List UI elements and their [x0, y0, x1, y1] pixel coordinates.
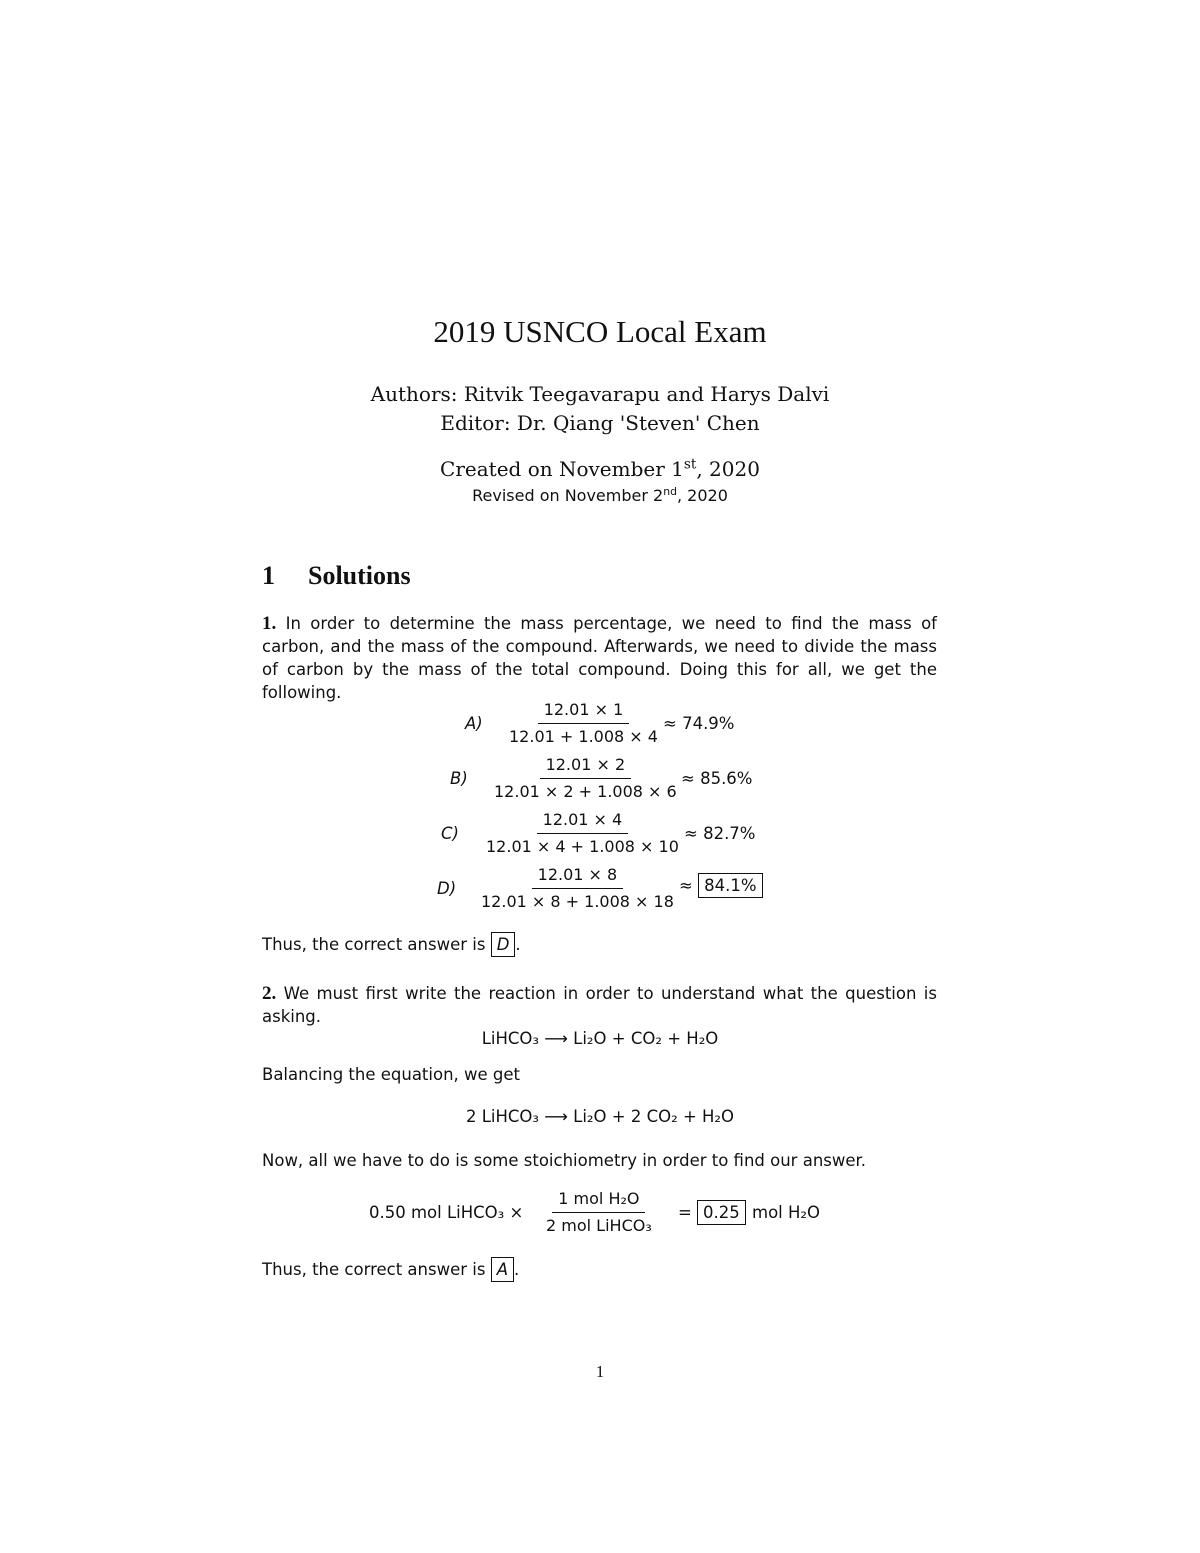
q1-denominator-a: 12.01 + 1.008 × 4 — [509, 727, 658, 746]
q2-conclusion-prefix: Thus, the correct answer is — [262, 1260, 486, 1279]
revised-date — [0, 486, 1200, 505]
revised-suffix: , 2020 — [677, 486, 728, 505]
q2-reaction-balanced: 2 LiHCO₃ ⟶ Li₂O + 2 CO₂ + H₂O — [465, 1107, 735, 1126]
q1-result-b: ≈ 85.6% — [681, 769, 753, 788]
revised-sup: nd — [663, 485, 677, 499]
q1-conclusion — [262, 935, 521, 954]
q1-numerator-a: 12.01 × 1 — [538, 699, 630, 724]
q2-conclusion — [262, 1260, 519, 1279]
q2-stoich-text: Now, all we have to do is some stoichiometry in order to find our answer. — [262, 1151, 867, 1170]
q2-answer-box: A — [491, 1257, 514, 1282]
created-sup: st — [683, 456, 697, 473]
q2-paragraph — [262, 982, 937, 1028]
q1-result-d — [679, 876, 763, 895]
q1-label-b: B) — [450, 769, 468, 788]
q1-answer-box: D — [491, 932, 516, 957]
q1-denominator-d: 12.01 × 8 + 1.008 × 18 — [481, 892, 674, 911]
q2-reaction-unbalanced: LiHCO₃ ⟶ Li₂O + CO₂ + H₂O — [481, 1029, 719, 1048]
q1-fraction-b — [488, 754, 683, 803]
q1-denominator-b: 12.01 × 2 + 1.008 × 6 — [494, 782, 677, 801]
q2-number: 2. — [262, 983, 277, 1004]
q2-stoich-boxed: 0.25 — [697, 1200, 746, 1225]
q1-result-c: ≈ 82.7% — [684, 824, 756, 843]
q1-result-d-boxed: 84.1% — [698, 873, 762, 898]
q2-stoich-equals: = — [678, 1203, 692, 1222]
q2-conclusion-suffix: . — [514, 1260, 520, 1279]
q2-stoich-numerator: 1 mol H₂O — [552, 1188, 645, 1213]
q2-stoich-right: mol H₂O — [752, 1203, 821, 1222]
section-number: 1 — [262, 561, 275, 590]
q1-label-c: C) — [441, 824, 459, 843]
q1-text: In order to determine the mass percentage, we need to find the mass of carbon, and the mass of the compound. Afterwards, we need to divide the mass of carbon by the mass of the total compound. Doing this for all, we get the following. — [262, 614, 937, 702]
q1-fraction-d — [475, 864, 680, 913]
q2-stoich-fraction — [540, 1188, 658, 1237]
q1-fraction-c — [480, 809, 685, 858]
editor-line: Editor: Dr. Qiang 'Steven' Chen — [440, 411, 760, 435]
q1-paragraph — [262, 612, 937, 704]
created-prefix: Created on November 1 — [440, 457, 684, 481]
q1-numerator-d: 12.01 × 8 — [532, 864, 624, 889]
section-title: Solutions — [308, 561, 411, 590]
q1-label-d: D) — [437, 879, 457, 898]
q1-numerator-b: 12.01 × 2 — [540, 754, 632, 779]
q1-label-a: A) — [465, 714, 483, 733]
created-suffix: , 2020 — [696, 457, 760, 481]
created-date — [0, 457, 1200, 481]
q2-stoich-left: 0.50 mol LiHCO₃ × — [369, 1203, 524, 1222]
authors-line: Authors: Ritvik Teegavarapu and Harys Dalvi — [370, 382, 830, 406]
q1-number: 1. — [262, 613, 277, 634]
q1-numerator-c: 12.01 × 4 — [537, 809, 629, 834]
q1-result-d-approx: ≈ — [679, 876, 693, 895]
section-heading — [262, 561, 411, 591]
page-number: 1 — [595, 1362, 605, 1381]
q1-conclusion-suffix: . — [515, 935, 521, 954]
q1-conclusion-prefix: Thus, the correct answer is — [262, 935, 486, 954]
q1-fraction-a — [503, 699, 664, 748]
q2-balancing-text: Balancing the equation, we get — [262, 1065, 521, 1084]
document-title: 2019 USNCO Local Exam — [433, 314, 767, 349]
q1-denominator-c: 12.01 × 4 + 1.008 × 10 — [486, 837, 679, 856]
q2-text: We must first write the reaction in order to understand what the question is asking. — [262, 984, 937, 1026]
revised-prefix: Revised on November 2 — [472, 486, 664, 505]
q2-stoich-denominator: 2 mol LiHCO₃ — [546, 1216, 652, 1235]
q1-result-a: ≈ 74.9% — [663, 714, 735, 733]
